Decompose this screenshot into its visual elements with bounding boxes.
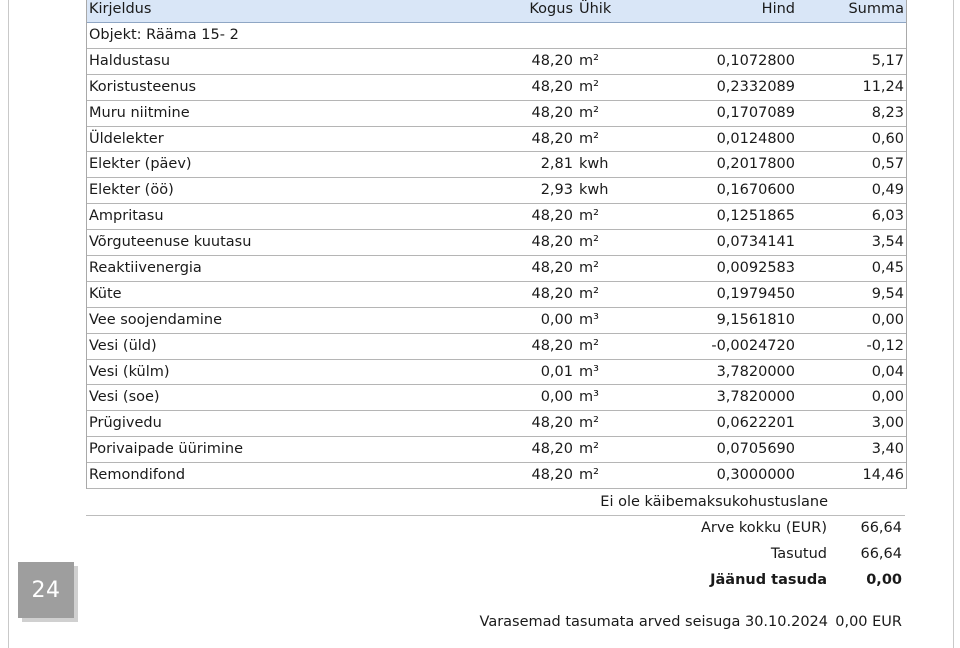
- table-row: [87, 411, 906, 437]
- table-row: [87, 178, 906, 204]
- row-sum: 5,17: [871, 52, 904, 69]
- row-unit: m²: [579, 337, 599, 354]
- row-unit: m²: [579, 260, 599, 277]
- row-quantity: 48,20: [531, 104, 573, 121]
- row-sum: 0,00: [871, 389, 904, 406]
- table-row: [87, 204, 906, 230]
- row-unit: kwh: [579, 182, 609, 199]
- row-unit: m²: [579, 78, 599, 95]
- table-header: [87, 0, 906, 23]
- row-sum: 3,40: [871, 441, 904, 458]
- row-unit: m²: [579, 234, 599, 251]
- row-description: Vee soojendamine: [89, 311, 223, 328]
- row-sum: -0,12: [866, 337, 904, 354]
- row-quantity: 48,20: [531, 52, 573, 69]
- row-unit: m²: [579, 130, 599, 147]
- row-quantity: 0,00: [540, 389, 573, 406]
- row-sum: 14,46: [862, 467, 904, 484]
- row-description: Võrguteenuse kuutasu: [89, 234, 252, 251]
- table-row: [87, 282, 906, 308]
- row-unit: m²: [579, 415, 599, 432]
- row-price: 0,1072800: [716, 52, 795, 69]
- row-price: 0,1707089: [716, 104, 795, 121]
- paid-value: 66,64: [860, 546, 902, 562]
- row-sum: 0,00: [871, 311, 904, 328]
- row-sum: 3,54: [871, 234, 904, 251]
- row-unit: m²: [579, 441, 599, 458]
- table-row: [87, 127, 906, 153]
- row-price: 0,0124800: [716, 130, 795, 147]
- row-description: Ampritasu: [89, 208, 164, 225]
- due-row: [86, 567, 905, 593]
- header-quantity: Kogus: [529, 1, 573, 17]
- row-description: Üldelekter: [89, 130, 164, 147]
- table-row: [87, 152, 906, 178]
- table-row: [87, 334, 906, 360]
- row-sum: 11,24: [862, 78, 904, 95]
- previous-unpaid-row: [86, 609, 905, 635]
- row-quantity: 48,20: [531, 441, 573, 458]
- row-description: Küte: [89, 285, 122, 302]
- row-description: Vesi (soe): [89, 389, 160, 406]
- row-quantity: 0,01: [540, 363, 573, 380]
- total-row: [86, 515, 905, 541]
- row-quantity: 48,20: [531, 467, 573, 484]
- row-sum: 0,57: [871, 156, 904, 173]
- row-description: Prügivedu: [89, 415, 162, 432]
- row-unit: m²: [579, 285, 599, 302]
- due-value: 0,00: [866, 572, 902, 588]
- row-quantity: 48,20: [531, 234, 573, 251]
- table-row: [87, 437, 906, 463]
- row-price: 0,0622201: [716, 415, 795, 432]
- due-label: Jäänud tasuda: [710, 572, 827, 588]
- row-description: Porivaipade üürimine: [89, 441, 244, 458]
- page-number-badge[interactable]: 24: [18, 562, 74, 618]
- header-unit: Ühik: [579, 1, 612, 17]
- row-description: Muru niitmine: [89, 104, 190, 121]
- row-sum: 0,45: [871, 260, 904, 277]
- row-price: 0,2332089: [716, 78, 795, 95]
- row-sum: 9,54: [871, 285, 904, 302]
- object-label: Objekt: Rääma 15- 2: [89, 27, 239, 43]
- row-quantity: 2,93: [540, 182, 573, 199]
- row-quantity: 48,20: [531, 415, 573, 432]
- row-quantity: 48,20: [531, 208, 573, 225]
- row-price: 3,7820000: [716, 389, 795, 406]
- row-price: 0,1979450: [716, 285, 795, 302]
- row-sum: 3,00: [871, 415, 904, 432]
- row-description: Remondifond: [89, 467, 186, 484]
- row-description: Reaktiivenergia: [89, 260, 202, 277]
- row-quantity: 48,20: [531, 260, 573, 277]
- row-sum: 0,04: [871, 363, 904, 380]
- row-sum: 0,60: [871, 130, 904, 147]
- table-row: [87, 463, 906, 489]
- paid-label: Tasutud: [770, 546, 827, 562]
- row-quantity: 48,20: [531, 130, 573, 147]
- vat-notice: Ei ole käibemaksukohustuslane: [600, 494, 828, 510]
- total-value: 66,64: [860, 520, 902, 536]
- row-unit: m²: [579, 467, 599, 484]
- previous-unpaid-label: Varasemad tasumata arved seisuga 30.10.2024: [479, 614, 828, 630]
- row-quantity: 48,20: [531, 285, 573, 302]
- row-price: 0,0734141: [716, 234, 795, 251]
- table-row: [87, 101, 906, 127]
- row-description: Haldustasu: [89, 52, 171, 69]
- row-description: Vesi (üld): [89, 337, 157, 354]
- table-row: [87, 308, 906, 334]
- object-row: [87, 23, 906, 49]
- table-row: [87, 360, 906, 386]
- row-unit: m³: [579, 389, 599, 406]
- table-row: [87, 75, 906, 101]
- table-row: [87, 385, 906, 411]
- row-description: Elekter (päev): [89, 156, 192, 173]
- table-row: [87, 230, 906, 256]
- header-description: Kirjeldus: [89, 1, 152, 17]
- row-sum: 8,23: [871, 104, 904, 121]
- table-row: [87, 256, 906, 282]
- row-price: 0,0705690: [716, 441, 795, 458]
- row-quantity: 48,20: [531, 78, 573, 95]
- row-quantity: 0,00: [540, 311, 573, 328]
- row-price: 0,2017800: [716, 156, 795, 173]
- row-quantity: 2,81: [540, 156, 573, 173]
- row-description: Koristusteenus: [89, 78, 197, 95]
- row-unit: m²: [579, 52, 599, 69]
- row-price: 0,1670600: [716, 182, 795, 199]
- row-sum: 0,49: [871, 182, 904, 199]
- row-price: 9,1561810: [716, 311, 795, 328]
- row-description: Elekter (öö): [89, 182, 174, 199]
- row-quantity: 48,20: [531, 337, 573, 354]
- row-unit: m³: [579, 311, 599, 328]
- paid-row: [86, 541, 905, 567]
- row-description: Vesi (külm): [89, 363, 170, 380]
- row-price: 0,0092583: [716, 260, 795, 277]
- row-unit: kwh: [579, 156, 609, 173]
- row-price: 3,7820000: [716, 363, 795, 380]
- header-sum: Summa: [848, 1, 904, 17]
- header-price: Hind: [761, 1, 795, 17]
- row-unit: m²: [579, 104, 599, 121]
- table-body: [87, 49, 906, 489]
- vat-notice-row: [86, 489, 905, 516]
- previous-unpaid-value: 0,00 EUR: [835, 614, 902, 630]
- table-row: [87, 49, 906, 75]
- row-unit: m²: [579, 208, 599, 225]
- row-price: 0,3000000: [716, 467, 795, 484]
- invoice-table: [86, 0, 907, 489]
- row-price: 0,1251865: [716, 208, 795, 225]
- row-sum: 6,03: [871, 208, 904, 225]
- row-price: -0,0024720: [711, 337, 795, 354]
- row-unit: m³: [579, 363, 599, 380]
- total-label: Arve kokku (EUR): [700, 520, 827, 536]
